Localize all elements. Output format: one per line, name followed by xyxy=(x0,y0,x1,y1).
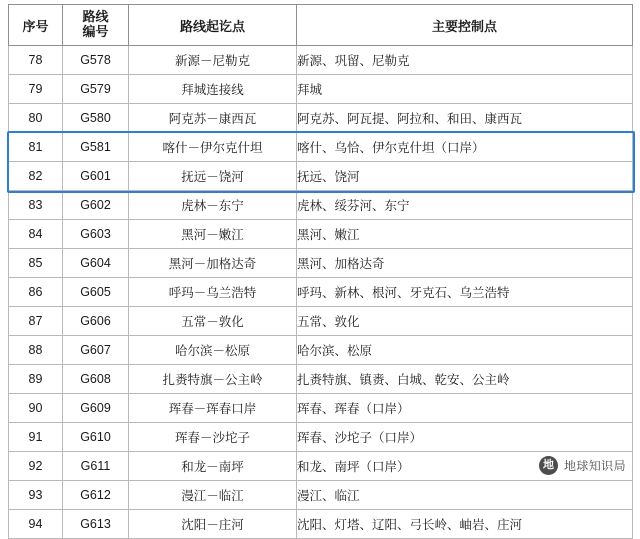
column-header-route-code-line2: 编号 xyxy=(82,24,109,39)
cell-control-points: 哈尔滨、松原 xyxy=(297,336,633,365)
cell-sequence: 83 xyxy=(9,191,63,220)
cell-sequence: 85 xyxy=(9,249,63,278)
cell-control-points: 阿克苏、阿瓦提、阿拉和、和田、康西瓦 xyxy=(297,104,633,133)
cell-sequence: 94 xyxy=(9,510,63,539)
column-header-route-code xyxy=(63,5,129,46)
cell-sequence: 91 xyxy=(9,423,63,452)
cell-sequence: 93 xyxy=(9,481,63,510)
cell-endpoints: 阿克苏－康西瓦 xyxy=(129,104,297,133)
cell-sequence: 90 xyxy=(9,394,63,423)
cell-endpoints: 黑河－加格达奇 xyxy=(129,249,297,278)
cell-endpoints: 漫江－临江 xyxy=(129,481,297,510)
cell-control-points: 珲春、珲春（口岸） xyxy=(297,394,633,423)
table-header-row xyxy=(9,5,633,46)
table-row xyxy=(9,423,633,452)
cell-endpoints: 珲春－珲春口岸 xyxy=(129,394,297,423)
column-header-endpoints: 路线起讫点 xyxy=(129,5,297,46)
cell-control-points: 抚远、饶河 xyxy=(297,162,633,191)
cell-endpoints: 沈阳－庄河 xyxy=(129,510,297,539)
cell-route-code: G607 xyxy=(63,336,129,365)
table-row xyxy=(9,510,633,539)
table-row xyxy=(9,191,633,220)
table-row xyxy=(9,133,633,162)
cell-route-code: G611 xyxy=(63,452,129,481)
cell-sequence: 78 xyxy=(9,46,63,75)
cell-control-points: 扎赉特旗、镇赉、白城、乾安、公主岭 xyxy=(297,365,633,394)
cell-endpoints: 喀什－伊尔克什坦 xyxy=(129,133,297,162)
column-header-route-code-line1: 路线 xyxy=(82,9,109,25)
cell-sequence: 79 xyxy=(9,75,63,104)
cell-sequence: 88 xyxy=(9,336,63,365)
cell-route-code: G603 xyxy=(63,220,129,249)
cell-control-points: 拜城 xyxy=(297,75,633,104)
column-header-control-points: 主要控制点 xyxy=(297,5,633,46)
cell-route-code: G608 xyxy=(63,365,129,394)
table-row xyxy=(9,278,633,307)
table-row xyxy=(9,46,633,75)
cell-sequence: 80 xyxy=(9,104,63,133)
cell-route-code: G579 xyxy=(63,75,129,104)
cell-route-code: G580 xyxy=(63,104,129,133)
cell-endpoints: 虎林－东宁 xyxy=(129,191,297,220)
cell-endpoints: 拜城连接线 xyxy=(129,75,297,104)
cell-control-points: 沈阳、灯塔、辽阳、弓长岭、岫岩、庄河 xyxy=(297,510,633,539)
cell-control-points: 珲春、沙坨子（口岸） xyxy=(297,423,633,452)
cell-sequence: 86 xyxy=(9,278,63,307)
cell-control-points: 漫江、临江 xyxy=(297,481,633,510)
cell-sequence: 84 xyxy=(9,220,63,249)
cell-endpoints: 抚远－饶河 xyxy=(129,162,297,191)
table-row xyxy=(9,162,633,191)
cell-route-code: G601 xyxy=(63,162,129,191)
table-row xyxy=(9,336,633,365)
cell-endpoints: 五常－敦化 xyxy=(129,307,297,336)
cell-sequence: 92 xyxy=(9,452,63,481)
cell-control-points: 喀什、乌恰、伊尔克什坦（口岸） xyxy=(297,133,633,162)
cell-route-code: G612 xyxy=(63,481,129,510)
cell-control-points: 新源、巩留、尼勒克 xyxy=(297,46,633,75)
table-row xyxy=(9,481,633,510)
cell-route-code: G610 xyxy=(63,423,129,452)
table-row xyxy=(9,394,633,423)
table-row xyxy=(9,104,633,133)
cell-route-code: G609 xyxy=(63,394,129,423)
cell-route-code: G606 xyxy=(63,307,129,336)
cell-endpoints: 珲春－沙坨子 xyxy=(129,423,297,452)
watermark xyxy=(539,456,626,475)
cell-route-code: G578 xyxy=(63,46,129,75)
table-row xyxy=(9,307,633,336)
column-header-seq: 序号 xyxy=(9,5,63,46)
cell-control-points: 黑河、嫩江 xyxy=(297,220,633,249)
table-row xyxy=(9,75,633,104)
cell-control-points: 黑河、加格达奇 xyxy=(297,249,633,278)
table-row xyxy=(9,249,633,278)
cell-route-code: G605 xyxy=(63,278,129,307)
cell-control-points: 五常、敦化 xyxy=(297,307,633,336)
table-row xyxy=(9,220,633,249)
cell-endpoints: 黑河－嫩江 xyxy=(129,220,297,249)
cell-endpoints: 和龙－南坪 xyxy=(129,452,297,481)
cell-control-points: 虎林、绥芬河、东宁 xyxy=(297,191,633,220)
cell-endpoints: 扎赉特旗－公主岭 xyxy=(129,365,297,394)
table-header xyxy=(9,5,633,46)
cell-route-code: G602 xyxy=(63,191,129,220)
cell-route-code: G604 xyxy=(63,249,129,278)
cell-sequence: 87 xyxy=(9,307,63,336)
cell-endpoints: 呼玛－乌兰浩特 xyxy=(129,278,297,307)
watermark-logo-icon: 地 xyxy=(539,456,558,475)
cell-sequence: 82 xyxy=(9,162,63,191)
cell-route-code: G613 xyxy=(63,510,129,539)
cell-sequence: 81 xyxy=(9,133,63,162)
table-row xyxy=(9,365,633,394)
cell-control-points: 和龙、南坪（口岸） xyxy=(297,452,633,481)
cell-route-code: G581 xyxy=(63,133,129,162)
watermark-label: 地球知识局 xyxy=(563,459,626,473)
cell-endpoints: 哈尔滨－松原 xyxy=(129,336,297,365)
cell-sequence: 89 xyxy=(9,365,63,394)
cell-endpoints: 新源－尼勒克 xyxy=(129,46,297,75)
cell-control-points: 呼玛、新林、根河、牙克石、乌兰浩特 xyxy=(297,278,633,307)
